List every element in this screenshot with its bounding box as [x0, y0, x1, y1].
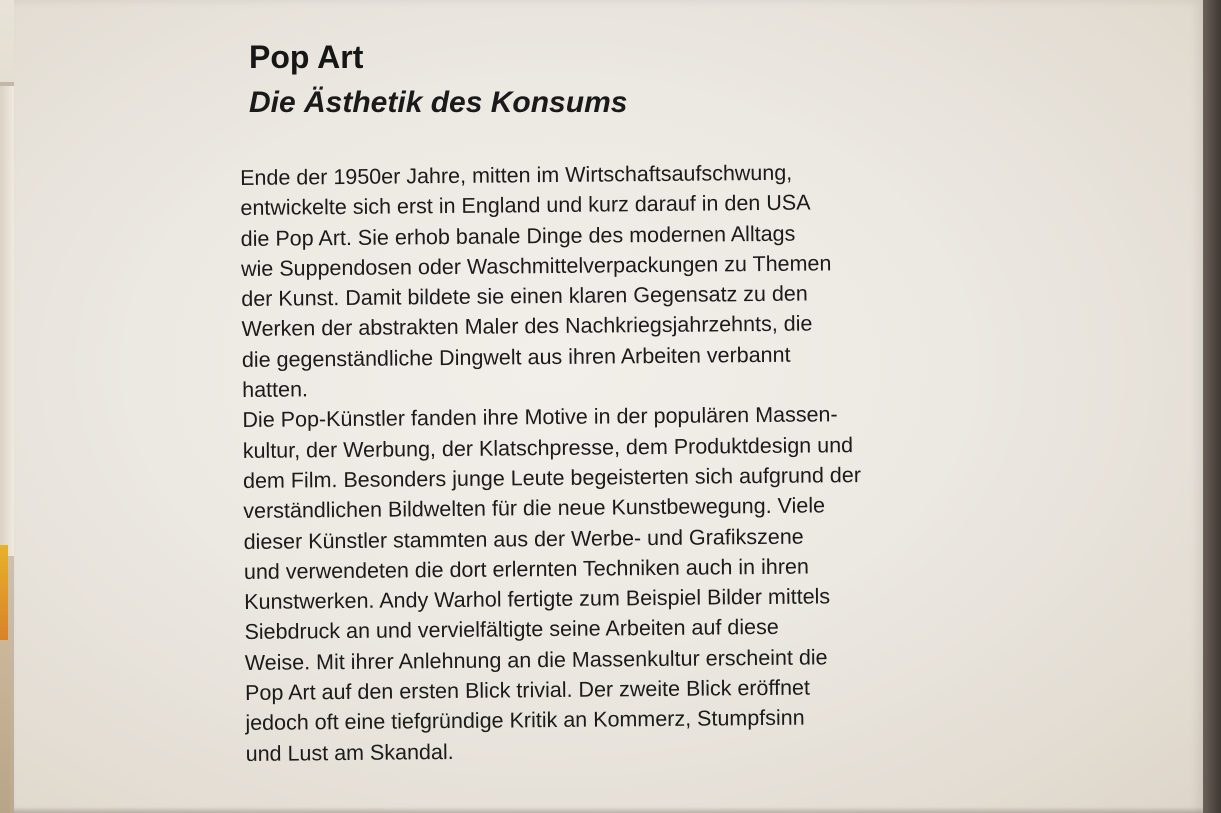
body-line: entwickelte sich erst in England und kurz darauf in den USA [240, 190, 811, 221]
body-line: und verwendeten die dort erlernten Techniken auch in ihren [243, 554, 809, 584]
placard-body [240, 156, 966, 769]
body-line: Werken der abstrakten Maler des Nachkriegsjahrzehnts, die [241, 311, 813, 342]
body-line: kultur, der Werbung, der Klatschpresse, dem Produktdesign und [242, 432, 854, 463]
yellow-poster-edge [0, 545, 8, 640]
body-line: die gegenständliche Dingwelt aus ihren Arbeiten verbannt [241, 342, 791, 372]
body-line: der Kunst. Damit bildete sie einen klaren Gegensatz zu den [241, 281, 808, 312]
body-line: verständlichen Bildwelten für die neue Kunstbewegung. Viele [243, 493, 826, 524]
body-line: dieser Künstler stammten aus der Werbe- und Grafikszene [243, 524, 804, 554]
body-line: dem Film. Besonders junge Leute begeisterten sich aufgrund der [242, 463, 862, 493]
body-line: Pop Art auf den ersten Blick trivial. Der zweite Blick eröffnet [244, 675, 811, 706]
body-line: Ende der 1950er Jahre, mitten im Wirtschaftsaufschwung, [240, 160, 793, 190]
placard-bottom-shadow [14, 807, 1204, 813]
body-line: wie Suppendosen oder Waschmittelverpackungen zu Themen [240, 251, 832, 281]
wall-shadow [0, 640, 10, 813]
body-line: Die Pop-Künstler fanden ihre Motive in der populären Massen- [242, 402, 838, 433]
body-line: hatten. [242, 377, 309, 403]
body-line: Kunstwerken. Andy Warhol fertigte zum Beispiel Bilder mittels [244, 584, 831, 615]
placard-subtitle: Die Ästhetik des Konsums [249, 86, 628, 119]
body-line: Weise. Mit ihrer Anlehnung an die Massenkultur erscheint die [244, 645, 828, 675]
window-frame [0, 82, 14, 556]
right-wall-edge [1203, 0, 1221, 813]
placard-title: Pop Art [249, 39, 364, 75]
body-line: Siebdruck an und vervielfältigte seine Arbeiten auf diese [244, 615, 779, 645]
body-line: und Lust am Skandal. [245, 739, 454, 766]
body-line: jedoch oft eine tiefgründige Kritik an Kommerz, Stumpfsinn [245, 705, 805, 736]
body-line: die Pop Art. Sie erhob banale Dinge des modernen Alltags [240, 221, 796, 251]
